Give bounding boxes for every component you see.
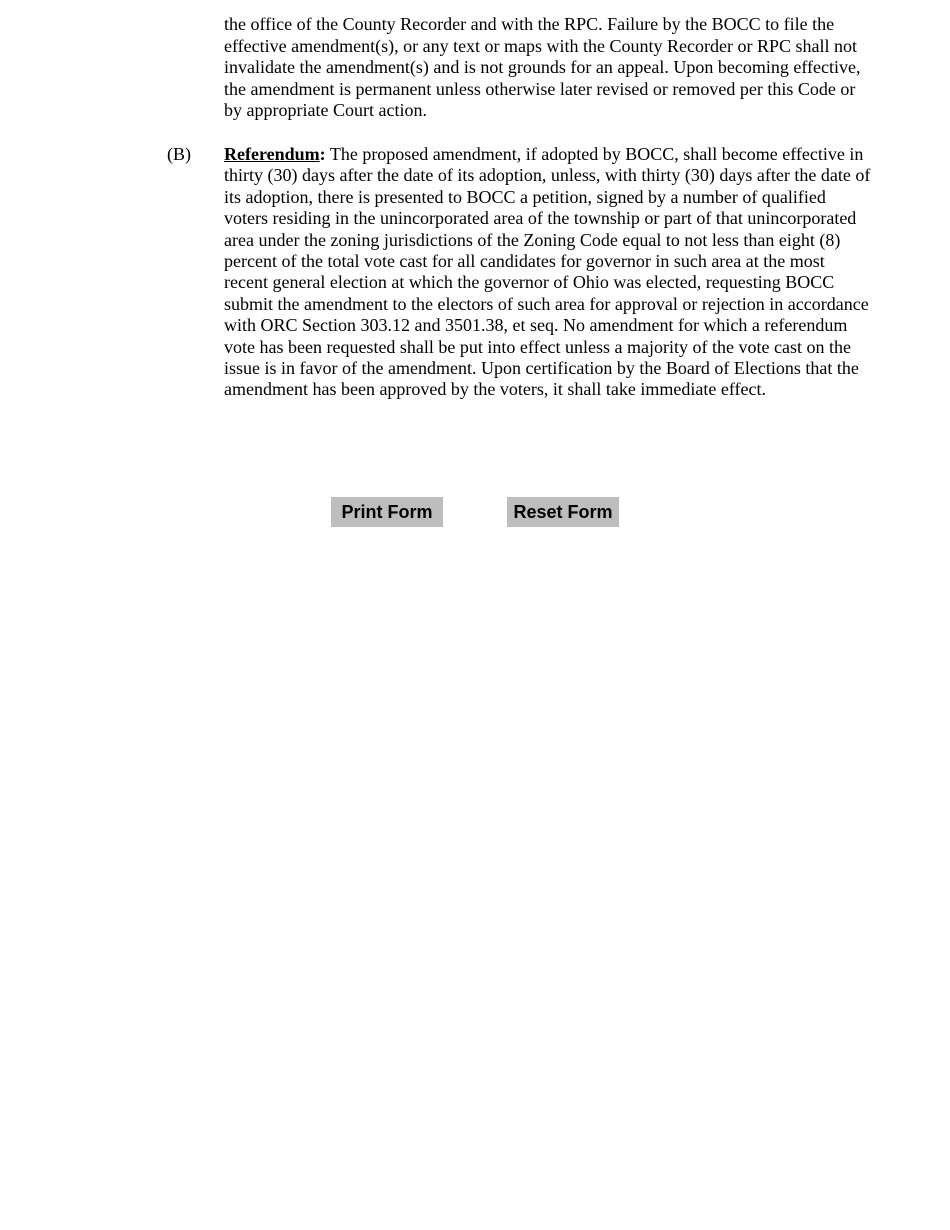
- continuation-line-3: invalidate the amendment(s) and is not grounds for an appeal. Upon becoming effective,: [224, 57, 861, 77]
- continuation-line-5: by appropriate Court action.: [224, 100, 427, 120]
- reset-form-button[interactable]: Reset Form: [507, 497, 619, 527]
- section-b-line-2: thirty (30) days after the date of its adoption, unless, with thirty (30) days after the date of: [224, 165, 871, 186]
- print-form-button[interactable]: Print Form: [331, 497, 443, 527]
- continuation-line-4: the amendment is permanent unless otherwise later revised or removed per this Code or: [224, 78, 856, 99]
- section-b-line-3: its adoption, there is presented to BOCC a petition, signed by a number of qualified: [224, 186, 826, 207]
- section-b-line-6: percent of the total vote cast for all candidates for governor in such area at the most: [224, 251, 825, 271]
- section-b-line-8: submit the amendment to the electors of such area for approval or rejection in accordance: [224, 293, 869, 314]
- section-b-line-9: with ORC Section 303.12 and 3501.38, et seq. No amendment for which a referendum: [224, 315, 848, 336]
- section-b-first-line: [224, 144, 863, 165]
- section-b-line-11: issue is in favor of the amendment. Upon certification by the Board of Elections that the: [224, 358, 859, 378]
- section-b-line-10: vote has been requested shall be put into effect unless a majority of the vote cast on the: [224, 336, 851, 357]
- continuation-line-2: effective amendment(s), or any text or maps with the County Recorder or RPC shall not: [224, 35, 858, 56]
- section-first-line-text: The proposed amendment, if adopted by BOCC, shall become effective in: [325, 144, 864, 164]
- section-marker: (B): [167, 144, 191, 164]
- section-b-line-12: amendment has been approved by the voters, it shall take immediate effect.: [224, 379, 766, 400]
- section-b-line-4: voters residing in the unincorporated area of the township or part of that unincorporated: [224, 208, 857, 229]
- section-b-line-7: recent general election at which the governor of Ohio was elected, requesting BOCC: [224, 272, 835, 293]
- section-heading-colon: :: [319, 144, 326, 164]
- continuation-line-1: the office of the County Recorder and with the RPC. Failure by the BOCC to file the: [224, 14, 835, 34]
- section-b-line-5: area under the zoning jurisdictions of the Zoning Code equal to not less than eight (8): [224, 229, 841, 250]
- section-heading: Referendum: [224, 144, 320, 164]
